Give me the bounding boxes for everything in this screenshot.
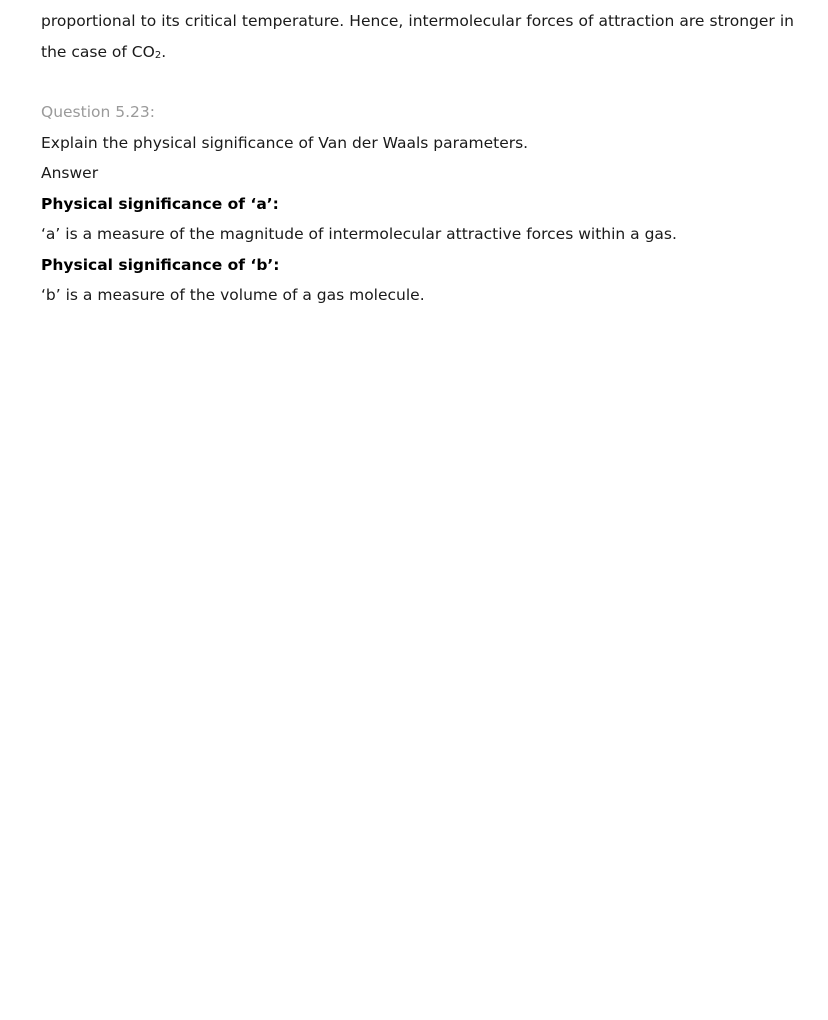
question-prompt: Explain the physical significance of Van der Waals parameters. xyxy=(41,133,529,152)
document-page xyxy=(41,0,794,311)
b-significance-text: ‘b’ is a measure of the volume of a gas molecule. xyxy=(41,286,425,304)
continuation-paragraph xyxy=(41,0,794,68)
continuation-text: proportional to its critical temperature. Hence, intermolecular forces of attraction are stronger in the case of CO xyxy=(41,12,794,61)
answer-label: Answer xyxy=(41,164,99,182)
co2-subscript: 2 xyxy=(154,50,162,61)
a-significance-text: ‘a’ is a measure of the magnitude of intermolecular attractive forces within a gas. xyxy=(41,225,677,243)
question-heading: Question 5.23: xyxy=(41,103,155,121)
b-significance-heading: Physical significance of ‘b’: xyxy=(41,255,280,274)
continuation-end: . xyxy=(161,43,167,61)
a-significance-heading: Physical significance of ‘a’: xyxy=(41,194,279,213)
